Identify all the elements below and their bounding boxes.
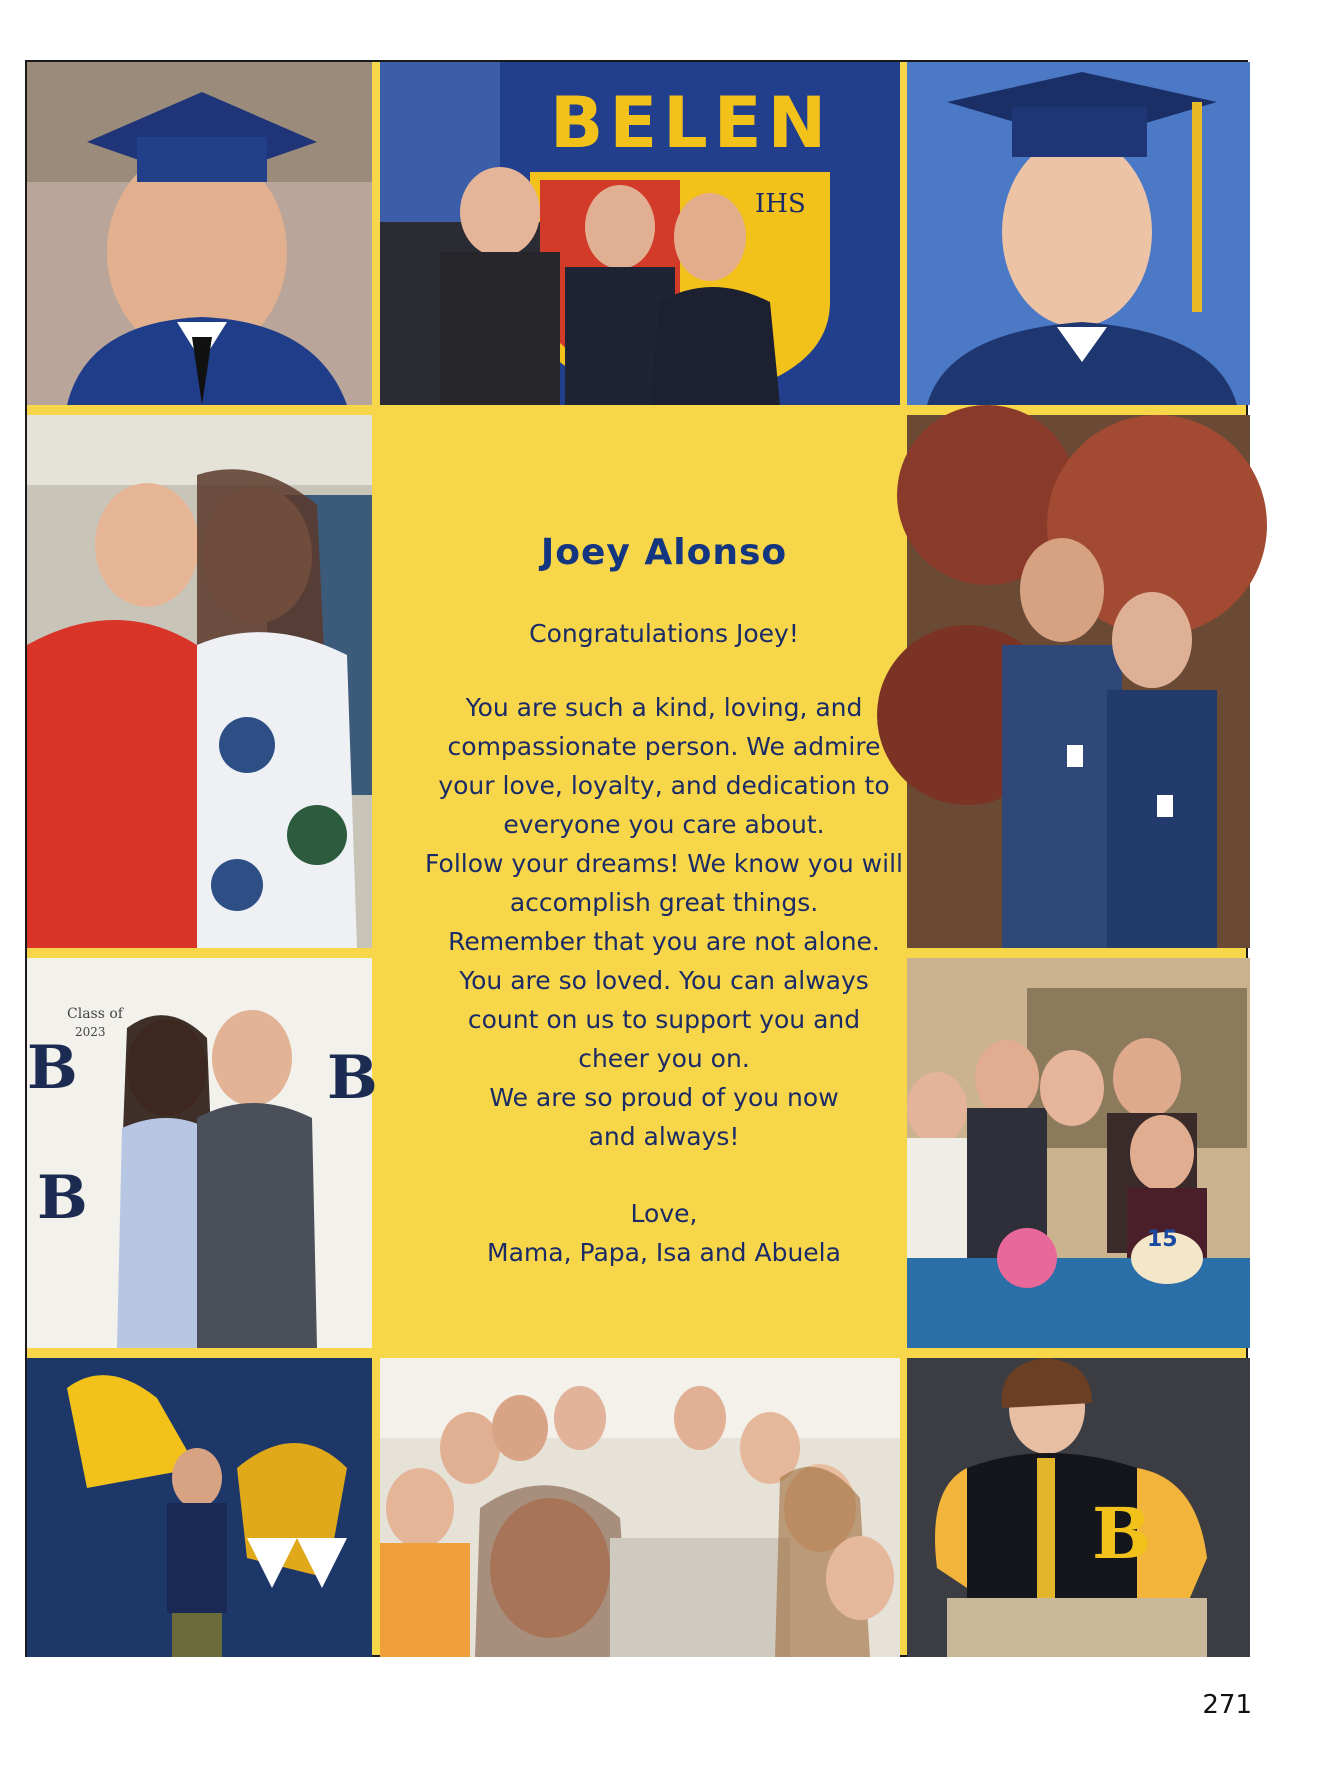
page-title: Joey Alonso [540,532,788,573]
photo-restaurant-group-selfie [380,1358,900,1657]
tribute-message-panel [399,472,929,1372]
message-line: cheer you on. [578,1044,750,1073]
backdrop-year-text: 2023 [75,1025,106,1039]
svg-text:B: B [327,1043,378,1113]
message-line: Follow your dreams! We know you will [425,849,903,878]
svg-text:B: B [27,1033,78,1103]
message-line: You are so loved. You can always [459,966,869,995]
closing-text: Love, [630,1199,698,1228]
photo-birthday-family-table [907,958,1250,1348]
signature-text: Mama, Papa, Isa and Abuela [487,1238,841,1267]
crest-title-text: BELEN [550,82,833,164]
greeting-text: Congratulations Joey! [529,619,799,648]
message-line: Remember that you are not alone. [448,927,880,956]
photo-letterman-jacket [907,1358,1250,1657]
page-number: 271 [1202,1690,1252,1720]
message-body [399,688,929,1156]
photo-bear-mascot-banner [27,1358,372,1657]
message-line: count on us to support you and [467,1005,861,1034]
photo-red-gown-with-sister [27,415,372,948]
message-line: everyone you care about. [503,810,825,839]
svg-text:B: B [37,1163,88,1233]
photo-brothers-with-tree [907,415,1250,948]
message-line: You are such a kind, loving, and [465,693,863,722]
photo-prom-couple-backdrop [27,958,378,1348]
message-line: accomplish great things. [509,888,819,917]
photo-family-belen-crest [380,62,900,405]
message-line: and always! [588,1122,740,1151]
message-line: compassionate person. We admire [447,732,881,761]
yearbook-page-frame [25,60,1248,1657]
closing-block [399,1194,929,1272]
photo-high-school-graduate [907,62,1250,405]
crest-monogram-text: IHS [755,189,806,219]
message-line: your love, loyalty, and dedication to [438,771,890,800]
backdrop-class-text: Class of [67,1006,123,1022]
jacket-letter-text: B [1092,1492,1152,1575]
cake-number-text: 15 [1147,1227,1178,1252]
message-line: We are so proud of you now [489,1083,839,1112]
photo-kindergarten-graduate [27,62,372,405]
